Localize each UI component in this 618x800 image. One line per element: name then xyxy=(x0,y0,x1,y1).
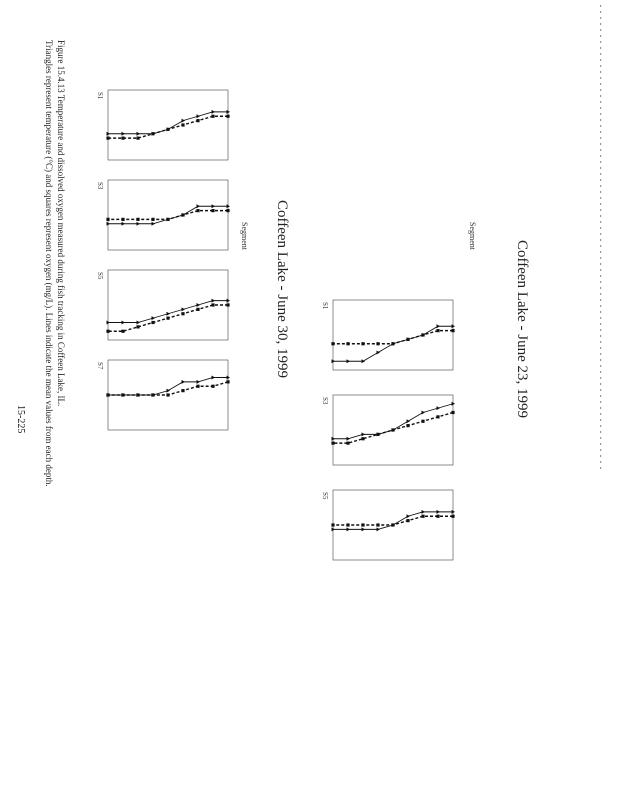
page-number: 15-225 xyxy=(15,405,26,434)
scan-dot xyxy=(600,281,601,283)
scan-dot xyxy=(600,29,601,31)
scan-dot xyxy=(600,401,601,403)
scan-dot xyxy=(600,89,601,91)
point-triangle xyxy=(212,299,216,303)
point-square xyxy=(106,330,109,333)
point-square xyxy=(346,523,349,526)
point-triangle xyxy=(152,316,156,320)
point-square xyxy=(211,385,214,388)
point-triangle xyxy=(197,114,201,118)
scan-dot xyxy=(600,347,601,349)
point-square xyxy=(421,333,424,336)
scan-dot xyxy=(600,443,601,445)
panel-label: S3 xyxy=(321,397,329,405)
scan-dot xyxy=(600,233,601,235)
scan-dot xyxy=(600,11,601,13)
series-line-square xyxy=(333,331,453,344)
point-triangle xyxy=(122,321,126,325)
scan-dot xyxy=(600,191,601,193)
point-triangle xyxy=(122,132,126,136)
panels-june30 xyxy=(96,90,230,430)
scan-dot xyxy=(600,17,601,19)
point-square xyxy=(391,428,394,431)
scan-dot xyxy=(600,5,601,7)
point-triangle xyxy=(377,351,381,355)
scan-dot xyxy=(600,155,601,157)
panel-frame xyxy=(108,270,228,340)
point-square xyxy=(151,218,154,221)
point-square xyxy=(136,325,139,328)
point-square xyxy=(121,218,124,221)
figure-caption: Figure 15.4.13 Temperature and dissolved oxygen measured during fish tracking in Coffeen Lake, IL. Triangles represent temperature (°C) and squares represent oxygen (mg/L). Lines indicate the mean values from each depth. xyxy=(44,40,66,487)
scan-dot xyxy=(600,101,601,103)
point-triangle xyxy=(437,406,441,410)
point-square xyxy=(166,317,169,320)
scan-dot xyxy=(600,425,601,427)
scan-dot xyxy=(600,383,601,385)
point-triangle xyxy=(212,110,216,114)
scan-dot xyxy=(600,461,601,463)
scan-dot xyxy=(600,41,601,43)
point-square xyxy=(136,218,139,221)
scan-dot xyxy=(600,257,601,259)
point-square xyxy=(436,415,439,418)
point-square xyxy=(106,393,109,396)
point-triangle xyxy=(407,419,411,423)
point-square xyxy=(196,119,199,122)
point-square xyxy=(451,329,454,332)
xlabel-june23: Segment xyxy=(468,222,477,250)
scan-dot xyxy=(600,377,601,379)
point-square xyxy=(331,523,334,526)
point-square xyxy=(331,342,334,345)
xlabel-june30: Segment xyxy=(240,222,249,250)
point-triangle xyxy=(437,510,441,514)
panel-s3 xyxy=(321,395,455,465)
point-triangle xyxy=(362,527,366,531)
panel-label: S7 xyxy=(96,362,104,370)
point-triangle xyxy=(407,514,411,518)
point-triangle xyxy=(137,132,141,136)
scan-dot xyxy=(600,371,601,373)
point-square xyxy=(166,218,169,221)
scan-dot xyxy=(600,71,601,73)
point-triangle xyxy=(137,321,141,325)
point-triangle xyxy=(197,303,201,307)
scan-dot xyxy=(600,119,601,121)
scan-dot xyxy=(600,353,601,355)
point-square xyxy=(391,342,394,345)
point-square xyxy=(151,321,154,324)
scan-dot xyxy=(600,341,601,343)
scan-dot xyxy=(600,53,601,55)
point-triangle xyxy=(347,437,351,441)
scan-dot xyxy=(600,269,601,271)
scan-dot xyxy=(600,245,601,247)
point-square xyxy=(376,433,379,436)
point-square xyxy=(406,338,409,341)
group-title-june23: Coffeen Lake - June 23, 1999 xyxy=(514,240,530,419)
scan-dot xyxy=(600,167,601,169)
scan-dot xyxy=(600,227,601,229)
scan-dot xyxy=(600,329,601,331)
scan-dot xyxy=(600,299,601,301)
panels-june23 xyxy=(321,300,455,560)
scan-dot xyxy=(600,419,601,421)
scan-dot xyxy=(600,239,601,241)
point-triangle xyxy=(122,222,126,226)
scan-dot xyxy=(600,389,601,391)
scan-dot xyxy=(600,305,601,307)
point-triangle xyxy=(182,119,186,123)
point-square xyxy=(361,437,364,440)
panel-label: S5 xyxy=(96,272,104,280)
panel-label: S1 xyxy=(321,302,329,310)
panel-label: S1 xyxy=(96,92,104,100)
scan-dot xyxy=(600,107,601,109)
series-line-triangle xyxy=(108,206,228,224)
scan-dot xyxy=(600,161,601,163)
point-triangle xyxy=(347,359,351,363)
point-triangle xyxy=(437,324,441,328)
point-triangle xyxy=(167,312,171,316)
scan-dot xyxy=(600,203,601,205)
point-square xyxy=(406,519,409,522)
point-square xyxy=(181,213,184,216)
scan-dot xyxy=(600,275,601,277)
point-square xyxy=(376,523,379,526)
point-square xyxy=(226,115,229,118)
scan-dot xyxy=(600,137,601,139)
scan-dot xyxy=(600,335,601,337)
point-triangle xyxy=(212,376,216,380)
scan-dot xyxy=(600,185,601,187)
scan-dot xyxy=(600,251,601,253)
panel-label: S3 xyxy=(96,182,104,190)
point-square xyxy=(121,393,124,396)
scan-dot xyxy=(600,47,601,49)
point-triangle xyxy=(422,411,426,415)
series-line-square xyxy=(108,382,228,395)
point-square xyxy=(181,389,184,392)
point-square xyxy=(211,115,214,118)
scan-dot xyxy=(600,323,601,325)
panel-s1 xyxy=(96,90,230,160)
scan-dot xyxy=(600,197,601,199)
panel-s3 xyxy=(96,180,230,250)
panel-s5 xyxy=(321,490,455,560)
point-square xyxy=(196,209,199,212)
scan-dot xyxy=(600,437,601,439)
group-title-june30: Coffeen Lake - June 30, 1999 xyxy=(274,200,290,379)
panel-frame xyxy=(108,180,228,250)
point-triangle xyxy=(137,222,141,226)
point-square xyxy=(181,123,184,126)
point-square xyxy=(181,312,184,315)
scan-dot xyxy=(600,221,601,223)
scan-edge-dots xyxy=(600,5,601,469)
scan-dot xyxy=(600,467,601,469)
scan-dot xyxy=(600,173,601,175)
point-square xyxy=(451,515,454,518)
scan-dot xyxy=(600,287,601,289)
panel-s1 xyxy=(321,300,455,370)
scan-dot xyxy=(600,317,601,319)
point-square xyxy=(211,209,214,212)
point-triangle xyxy=(362,359,366,363)
point-square xyxy=(361,342,364,345)
scan-dot xyxy=(600,83,601,85)
point-square xyxy=(151,132,154,135)
scan-dot xyxy=(600,263,601,265)
panel-label: S5 xyxy=(321,492,329,500)
point-square xyxy=(226,303,229,306)
scan-dot xyxy=(600,209,601,211)
series-line-triangle xyxy=(333,404,453,439)
point-square xyxy=(361,523,364,526)
point-square xyxy=(106,218,109,221)
point-square xyxy=(406,424,409,427)
series-line-square xyxy=(108,116,228,138)
point-square xyxy=(376,342,379,345)
series-line-square xyxy=(333,413,453,444)
point-square xyxy=(346,442,349,445)
scan-dot xyxy=(600,431,601,433)
point-triangle xyxy=(212,204,216,208)
panel-frame xyxy=(333,300,453,370)
point-triangle xyxy=(197,380,201,384)
point-square xyxy=(166,393,169,396)
point-square xyxy=(226,209,229,212)
point-square xyxy=(451,411,454,414)
panel-s7 xyxy=(96,360,230,430)
scan-dot xyxy=(600,23,601,25)
scan-dot xyxy=(600,77,601,79)
series-line-triangle xyxy=(333,512,453,530)
point-triangle xyxy=(152,222,156,226)
point-triangle xyxy=(197,204,201,208)
point-square xyxy=(106,137,109,140)
scan-dot xyxy=(600,413,601,415)
point-triangle xyxy=(422,510,426,514)
point-square xyxy=(391,523,394,526)
point-square xyxy=(166,128,169,131)
panel-frame xyxy=(108,90,228,160)
scan-dot xyxy=(600,455,601,457)
point-square xyxy=(421,515,424,518)
point-square xyxy=(346,342,349,345)
scan-dot xyxy=(600,113,601,115)
scan-dot xyxy=(600,395,601,397)
point-square xyxy=(136,393,139,396)
point-square xyxy=(136,137,139,140)
point-triangle xyxy=(362,432,366,436)
point-square xyxy=(436,515,439,518)
scan-dot xyxy=(600,59,601,61)
point-square xyxy=(151,393,154,396)
scan-dot xyxy=(600,215,601,217)
scan-dot xyxy=(600,35,601,37)
series-line-triangle xyxy=(108,378,228,396)
scan-dot xyxy=(600,365,601,367)
scan-dot xyxy=(600,179,601,181)
point-triangle xyxy=(182,307,186,311)
scan-dot xyxy=(600,95,601,97)
scan-dot xyxy=(600,125,601,127)
scan-dot xyxy=(600,311,601,313)
scan-dot xyxy=(600,293,601,295)
point-square xyxy=(121,330,124,333)
panel-s5 xyxy=(96,270,230,340)
scan-dot xyxy=(600,143,601,145)
scan-dot xyxy=(600,149,601,151)
point-triangle xyxy=(167,389,171,393)
scan-dot xyxy=(600,449,601,451)
point-square xyxy=(196,308,199,311)
point-triangle xyxy=(182,380,186,384)
point-square xyxy=(196,385,199,388)
point-square xyxy=(331,442,334,445)
point-square xyxy=(421,420,424,423)
scan-dot xyxy=(600,359,601,361)
point-triangle xyxy=(377,527,381,531)
point-square xyxy=(436,329,439,332)
scan-dot xyxy=(600,65,601,67)
point-square xyxy=(121,137,124,140)
scan-dot xyxy=(600,131,601,133)
point-square xyxy=(226,380,229,383)
scan-dot xyxy=(600,407,601,409)
point-square xyxy=(211,303,214,306)
point-triangle xyxy=(347,527,351,531)
